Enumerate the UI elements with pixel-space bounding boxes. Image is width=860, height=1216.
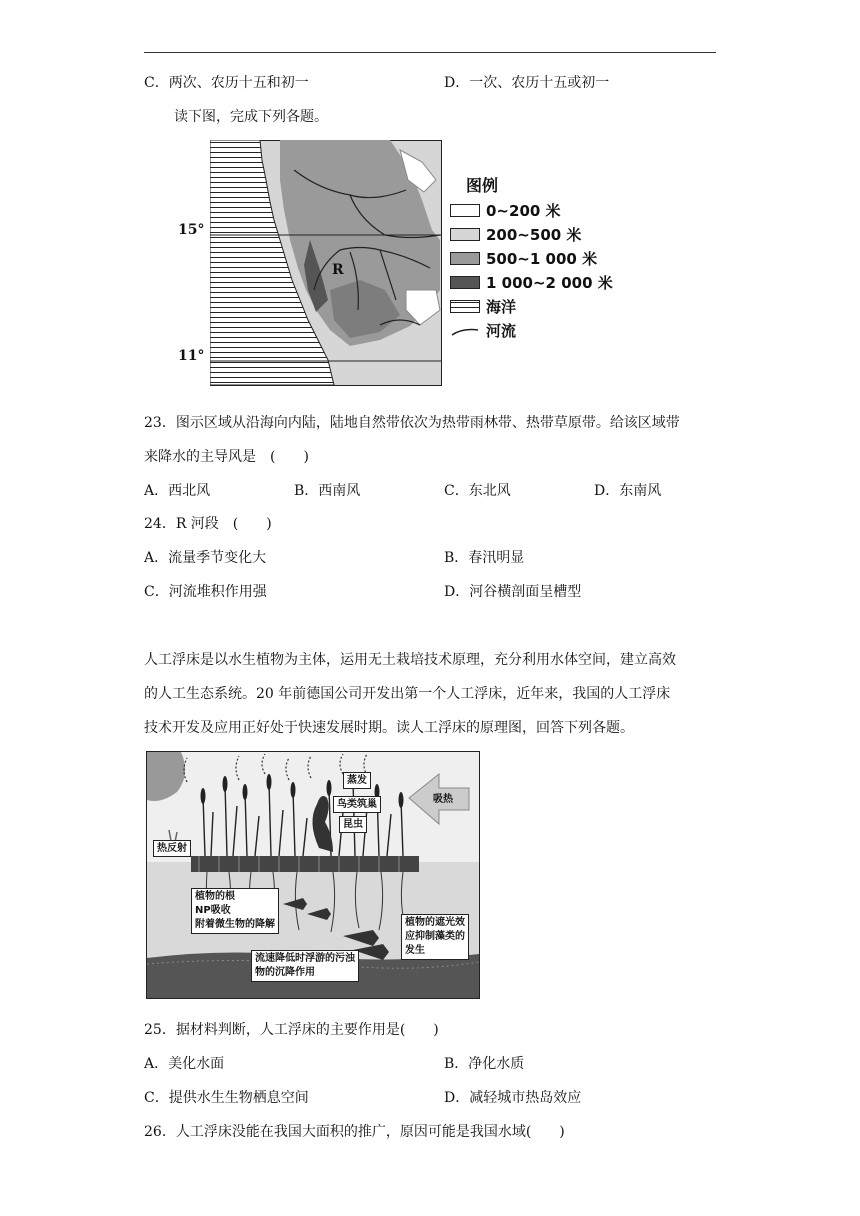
latitude-11-label: 11°: [178, 348, 205, 364]
legend-item-500-1000: 500~1 000 米: [450, 248, 597, 269]
map-graphic: [210, 140, 442, 386]
label-evaporation: 蒸发: [343, 772, 371, 789]
passage-line1: 人工浮床是以水生植物为主体，运用无土栽培技术原理，充分利用水体空间，建立高效: [144, 652, 676, 668]
map-intro: 读下图，完成下列各题。: [174, 109, 328, 125]
q24-option-d: D．河谷横剖面呈槽型: [444, 584, 582, 600]
latitude-15-label: 15°: [178, 222, 205, 238]
prev-option-d: D．一次、农历十五或初一: [444, 75, 610, 91]
topographic-map: [176, 140, 616, 388]
q23-option-c: C．东北风: [444, 483, 511, 499]
legend-swatch: [450, 252, 480, 265]
q23-option-a: A．西北风: [144, 483, 211, 499]
ocean-hatch-icon: [450, 300, 480, 313]
river-r-label: R: [332, 262, 344, 278]
q25-option-d: D．减轻城市热岛效应: [444, 1090, 582, 1106]
legend-swatch: [450, 228, 480, 241]
passage-line2: 的人工生态系统。20 年前德国公司开发出第一个人工浮床，近年来，我国的人工浮床: [144, 686, 671, 702]
q24-option-a: A．流量季节变化大: [144, 550, 267, 566]
passage-line3: 技术开发及应用正好处于快速发展时期。读人工浮床的原理图，回答下列各题。: [144, 720, 634, 736]
q23-stem-line2: 来降水的主导风是 ( ): [144, 449, 309, 465]
river-line-icon: [450, 324, 480, 337]
q23-stem-line1: 23．图示区域从沿海向内陆，陆地自然带依次为热带雨林带、热带草原带。给该区域带: [144, 415, 680, 431]
legend-item-1000-2000: 1 000~2 000 米: [450, 272, 613, 293]
label-roots: 植物的根 NP吸收 附着微生物的降解: [191, 888, 279, 934]
prev-option-c: C．两次、农历十五和初一: [144, 75, 309, 91]
q23-option-d: D．东南风: [594, 483, 662, 499]
q24-stem: 24．R 河段 ( ): [144, 516, 272, 532]
label-heat-absorb: 吸热: [433, 794, 453, 805]
q24-option-b: B．春汛明显: [444, 550, 525, 566]
label-insect: 昆虫: [339, 816, 367, 833]
q24-option-c: C．河流堆积作用强: [144, 584, 267, 600]
floating-bed-diagram: [146, 751, 480, 999]
label-sedimentation: 流速降低时浮游的污浊 物的沉降作用: [251, 950, 359, 982]
label-bird-nest: 鸟类筑巢: [333, 796, 381, 813]
legend-item-river: 河流: [450, 320, 516, 341]
legend-item-0-200: 0~200 米: [450, 200, 561, 221]
header-rule: [144, 52, 716, 53]
q23-option-b: B．西南风: [294, 483, 361, 499]
q25-option-b: B．净化水质: [444, 1056, 525, 1072]
q25-stem: 25．据材料判断，人工浮床的主要作用是( ): [144, 1022, 439, 1038]
legend-swatch: [450, 204, 480, 217]
label-shading: 植物的遮光效 应抑制藻类的 发生: [401, 914, 469, 960]
legend-item-ocean: 海洋: [450, 296, 516, 317]
q25-option-c: C．提供水生生物栖息空间: [144, 1090, 309, 1106]
legend-swatch: [450, 276, 480, 289]
legend-title: 图例: [466, 176, 499, 195]
q25-option-a: A．美化水面: [144, 1056, 225, 1072]
q26-stem: 26．人工浮床没能在我国大面积的推广，原因可能是我国水域( ): [144, 1124, 565, 1140]
label-heat-reflect: 热反射: [153, 840, 191, 857]
legend-item-200-500: 200~500 米: [450, 224, 581, 245]
